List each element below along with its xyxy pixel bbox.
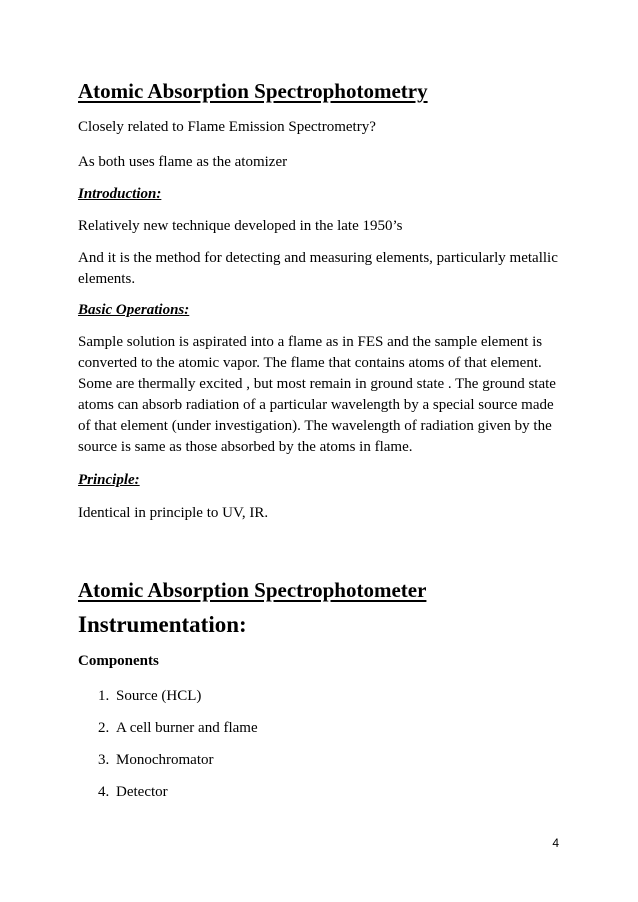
list-item-label: A cell burner and flame [116,720,258,736]
list-item [98,782,560,803]
list-item-label: Source (HCL) [116,688,202,704]
instrumentation-heading: Instrumentation: [78,612,247,637]
introduction-heading: Introduction: [78,186,162,202]
list-item-number: 1. [98,688,110,704]
intro-line-1: Closely related to Flame Emission Spectrometry? [78,119,376,135]
introduction-line-1: Relatively new technique developed in the late 1950’s [78,218,403,234]
list-item-number: 4. [98,784,110,800]
list-item-label: Monochromator [116,752,214,768]
list-item-number: 3. [98,752,110,768]
principle-heading: Principle: [78,472,140,488]
principle-text: Identical in principle to UV, IR. [78,505,269,521]
list-item [98,718,560,739]
list-item [98,750,560,771]
components-heading: Components [78,653,159,669]
components-list [78,686,560,803]
basic-operations-heading: Basic Operations: [78,302,190,318]
page-number: 4 [552,836,559,850]
intro-line-2: As both uses flame as the atomizer [78,154,288,170]
section-title-spectrophotometry: Atomic Absorption Spectrophotometry [78,79,428,103]
list-item-label: Detector [116,784,168,800]
section-title-spectrophotometer: Atomic Absorption Spectrophotometer [78,578,427,602]
page-content [78,78,560,814]
list-item [98,686,560,707]
list-item-number: 2. [98,720,110,736]
basic-operations-text: Sample solution is aspirated into a flame as in FES and the sample element is converted to the atomic vapor. The flame that contains atoms of that element. Some are thermally excited , but most remain in ground state . The ground state atoms can absorb radiation of a particular wavelength by a special source made of that element (under investigation). The wavelength of radiation given by the source is same as those absorbed by the atoms in flame. [78,334,556,455]
introduction-line-2: And it is the method for detecting and measuring elements, particularly metallic elements. [78,250,558,287]
